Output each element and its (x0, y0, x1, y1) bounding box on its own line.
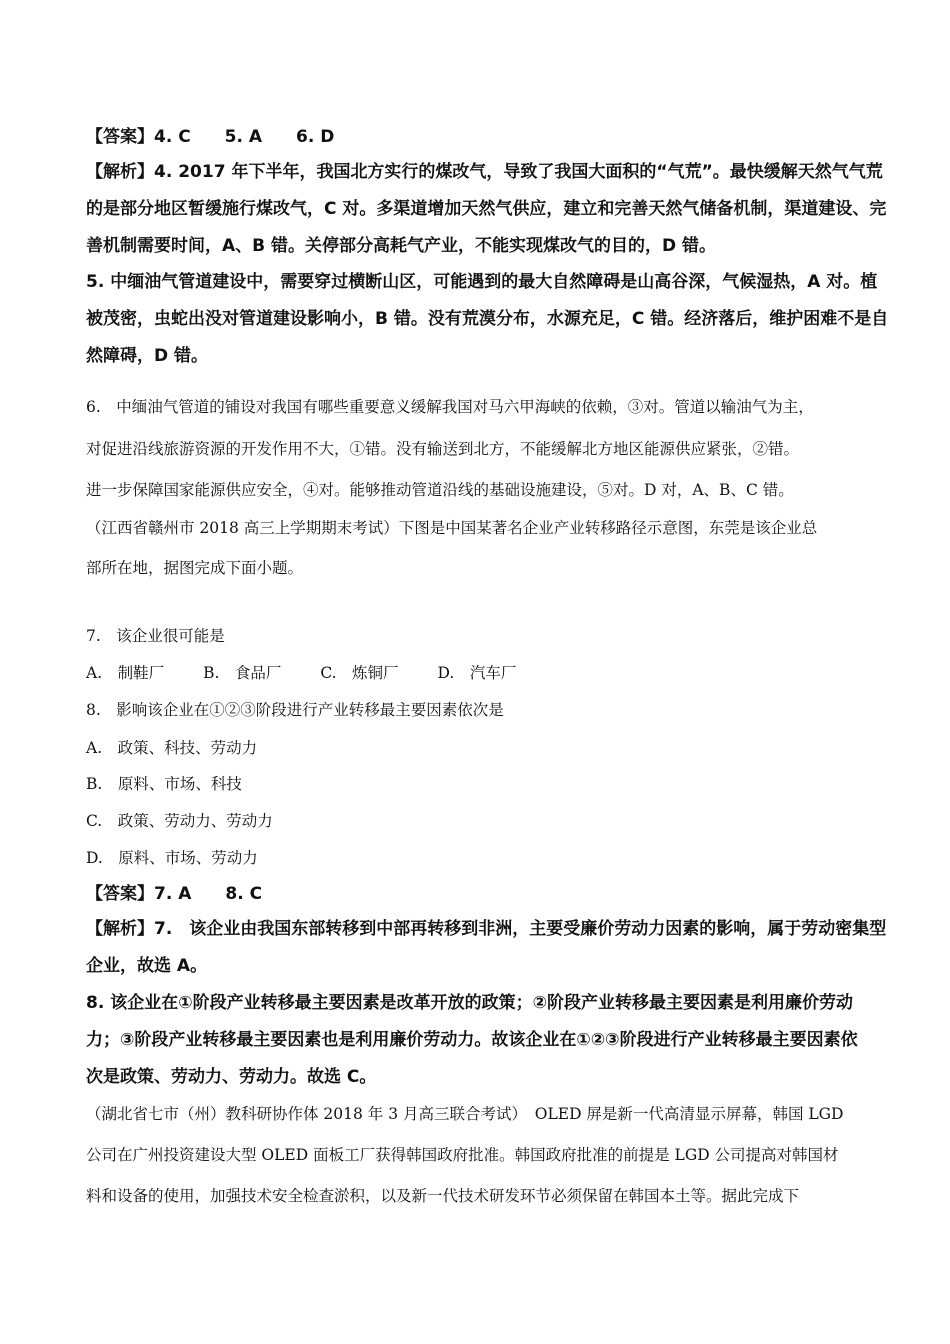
question-7-stem: 7. 该企业很可能是 (86, 627, 225, 645)
answer-4-6: 【答案】4. C 5. A 6. D (86, 127, 335, 147)
analysis-6-line-2: 对促进沿线旅游资源的开发作用不大，①错。没有输送到北方，不能缓解北方地区能源供应紧张，②错。 (86, 440, 800, 458)
option-7-d: D. 汽车厂 (437, 664, 517, 682)
analysis-8-line-1: 8. 该企业在①阶段产业转移最主要因素是改革开放的政策；②阶段产业转移最主要因素是利用廉价劳动 (86, 993, 853, 1013)
analysis-4-line-1: 【解析】4. 2017 年下半年，我国北方实行的煤改气，导致了我国大面积的“气荒”。最快缓解天然气气荒 (86, 162, 883, 182)
option-7-b: B. 食品厂 (203, 664, 282, 682)
analysis-8-line-2: 力；③阶段产业转移最主要因素也是利用廉价劳动力。故该企业在①②③阶段进行产业转移最主要因素依 (86, 1030, 858, 1050)
intro-7-8-line-1: （江西省赣州市 2018 高三上学期期末考试）下图是中国某著名企业产业转移路径示意图，东莞是该企业总 (86, 519, 818, 537)
question-7-options (86, 666, 516, 682)
analysis-4-line-3: 善机制需要时间，A、B 错。关停部分高耗气产业，不能实现煤改气的目的，D 错。 (86, 236, 717, 256)
option-8-c: C. 政策、劳动力、劳动力 (86, 812, 273, 830)
analysis-5-line-3: 然障碍，D 错。 (86, 346, 209, 366)
intro-oled-line-1: （湖北省七市（州）教科研协作体 2018 年 3 月高三联合考试） OLED 屏是新一代高清显示屏幕，韩国 LGD (86, 1105, 844, 1123)
question-8-stem: 8. 影响该企业在①②③阶段进行产业转移最主要因素依次是 (86, 701, 504, 719)
analysis-7-line-2: 企业，故选 A。 (86, 956, 208, 976)
analysis-4-line-2: 的是部分地区暂缓施行煤改气，C 对。多渠道增加天然气供应，建立和完善天然气储备机制，渠道建设、完 (86, 199, 887, 219)
intro-oled-line-2: 公司在广州投资建设大型 OLED 面板工厂获得韩国政府批准。韩国政府批准的前提是 LGD 公司提高对韩国材 (86, 1146, 839, 1164)
analysis-5-line-1: 5. 中缅油气管道建设中，需要穿过横断山区，可能遇到的最大自然障碍是山高谷深，气候湿热，A 对。植 (86, 272, 878, 292)
option-7-a: A. 制鞋厂 (86, 664, 165, 682)
option-8-a: A. 政策、科技、劳动力 (86, 739, 258, 757)
analysis-6-line-3: 进一步保障国家能源供应安全，④对。能够推动管道沿线的基础设施建设，⑤对。D 对，A、B、C 错。 (86, 481, 794, 499)
analysis-7-line-1: 【解析】7. 该企业由我国东部转移到中部再转移到非洲，主要受廉价劳动力因素的影响，属于劳动密集型 (86, 919, 887, 939)
analysis-8-line-3: 次是政策、劳动力、劳动力。故选 C。 (86, 1067, 377, 1087)
intro-7-8-line-2: 部所在地，据图完成下面小题。 (86, 559, 304, 577)
intro-oled-line-3: 料和设备的使用，加强技术安全检查淤积，以及新一代技术研发环节必须保留在韩国本土等。据此完成下 (86, 1187, 800, 1205)
analysis-6-line-1: 6. 中缅油气管道的铺设对我国有哪些重要意义缓解我国对马六甲海峡的依赖，③对。管道以输油气为主， (86, 398, 814, 416)
option-8-b: B. 原料、市场、科技 (86, 775, 242, 793)
option-7-c: C. 炼铜厂 (320, 664, 399, 682)
option-8-d: D. 原料、市场、劳动力 (86, 849, 258, 867)
analysis-5-line-2: 被茂密，虫蛇出没对管道建设影响小，B 错。没有荒漠分布，水源充足，C 错。经济落后，维护困难不是自 (86, 309, 889, 329)
answer-7-8: 【答案】7. A 8. C (86, 884, 263, 904)
